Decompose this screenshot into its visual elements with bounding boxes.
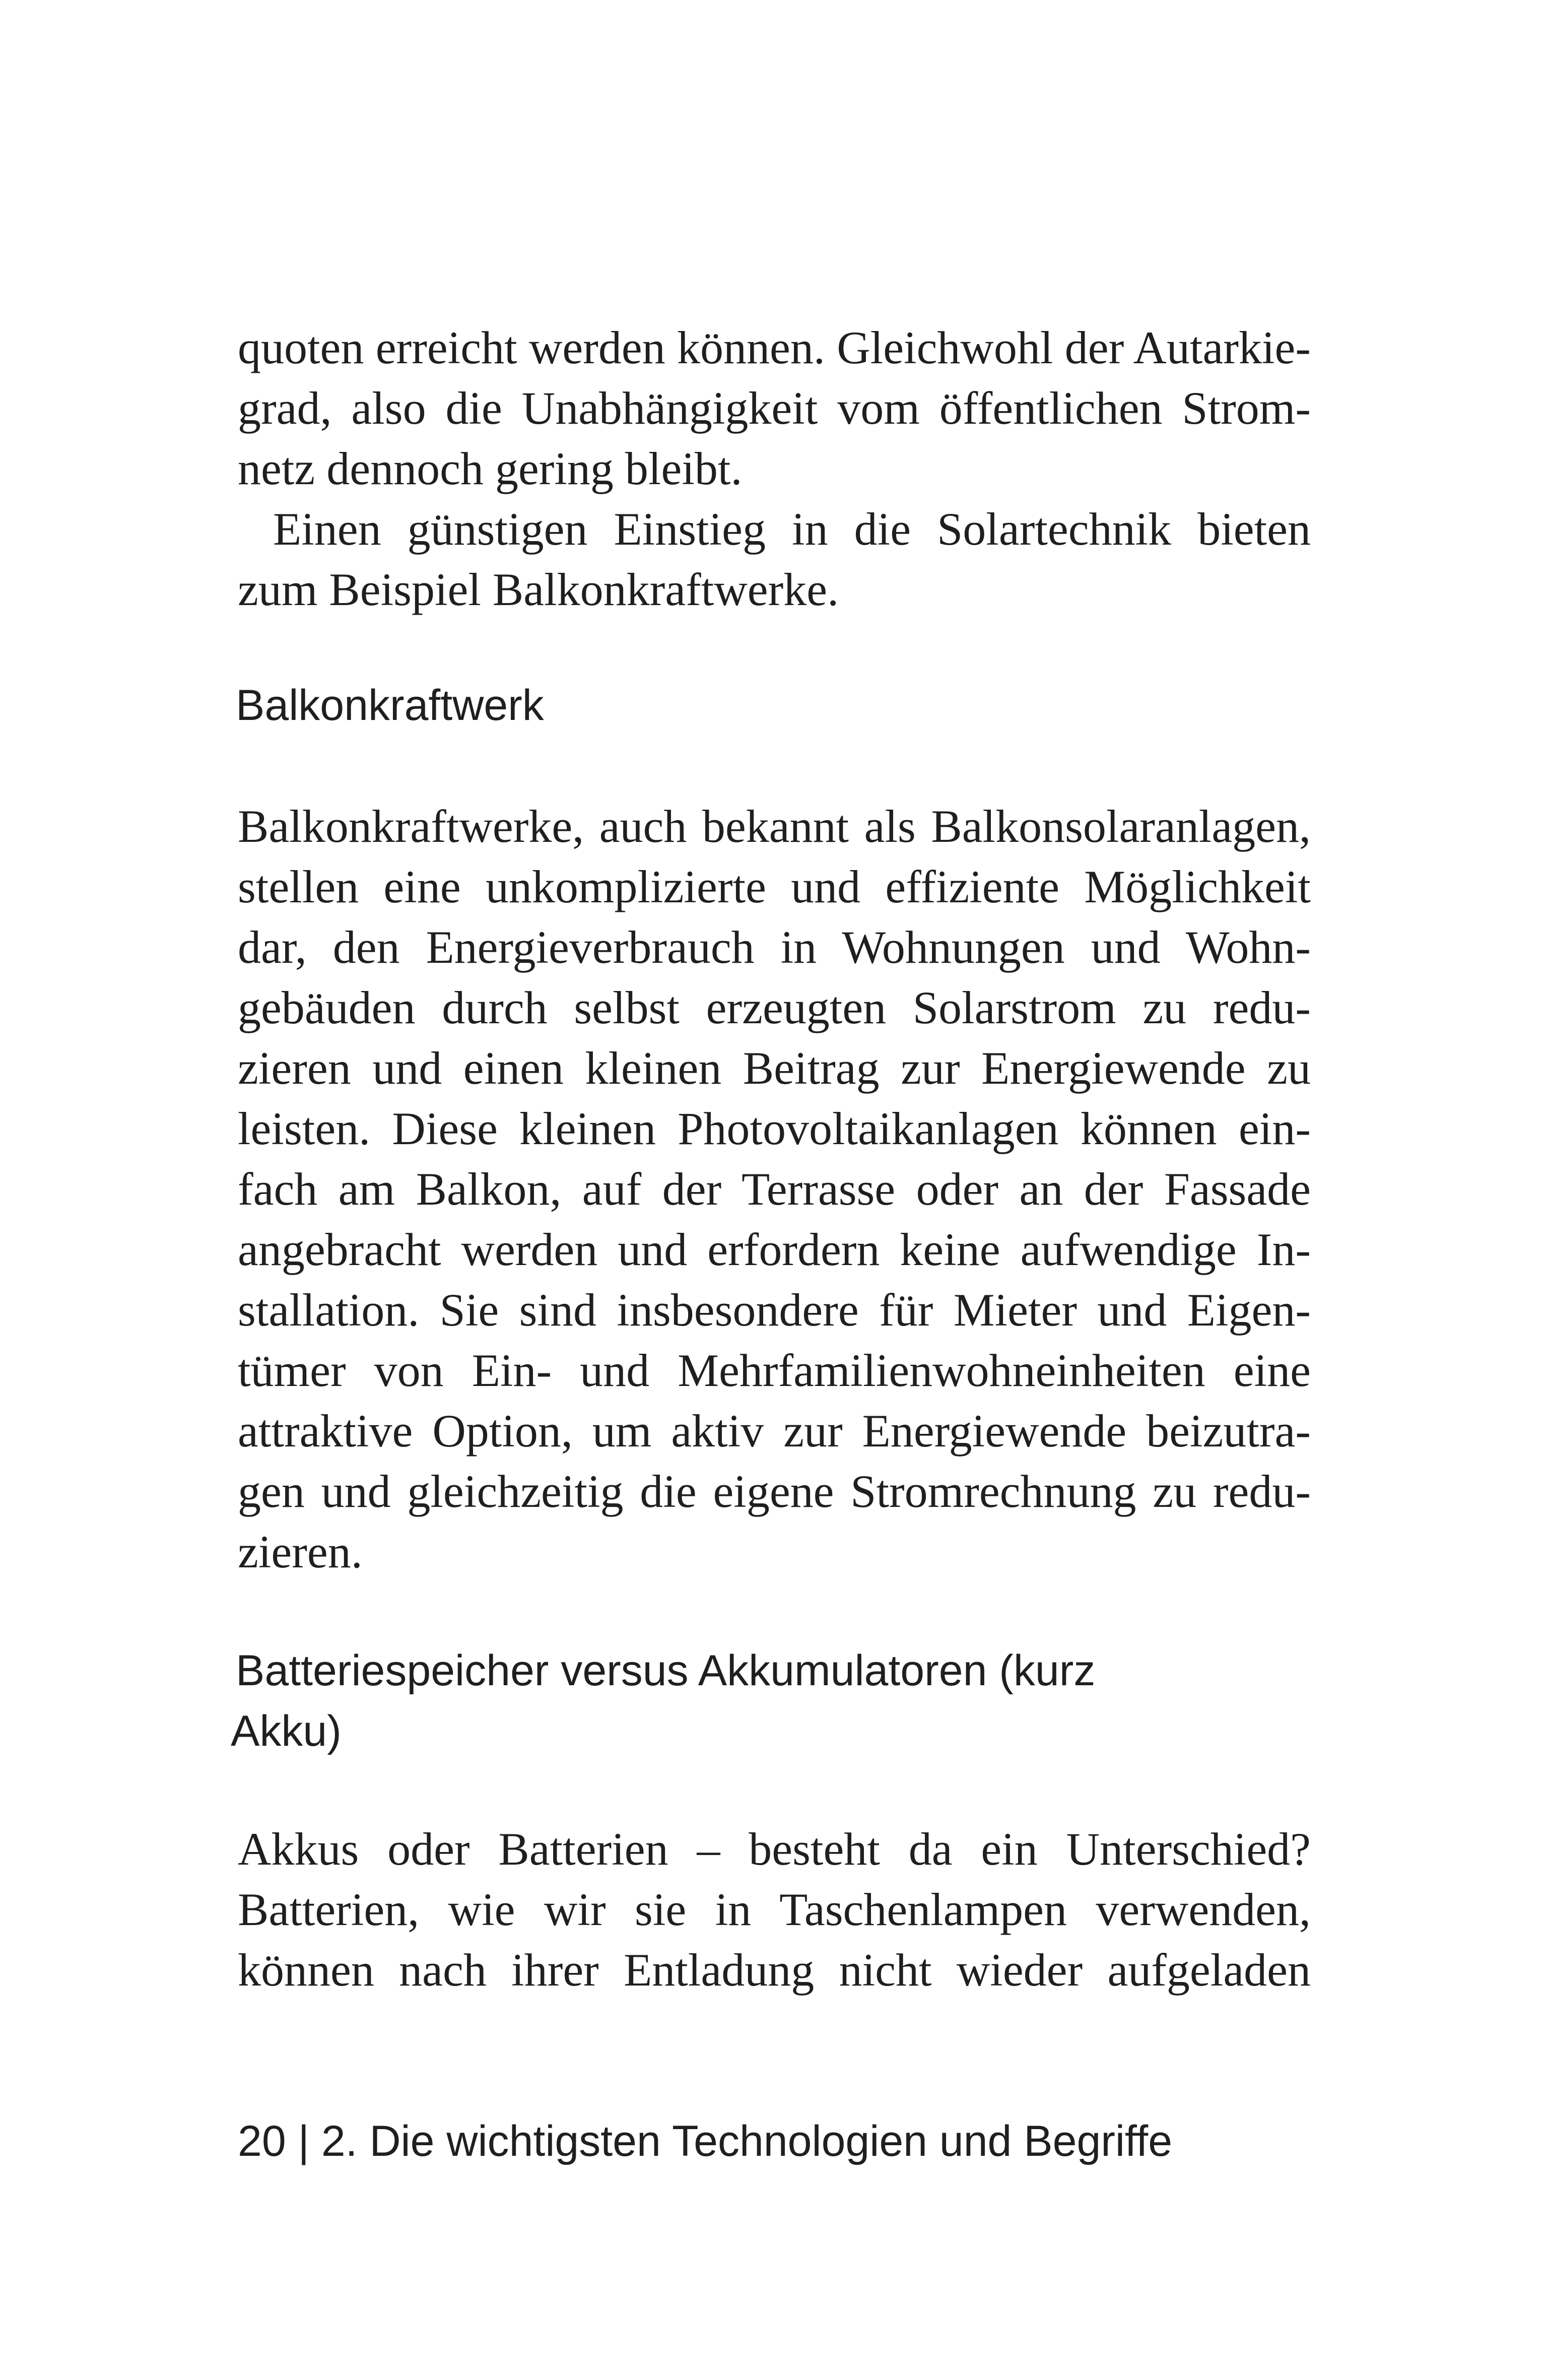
text-line: Balkonkraftwerke, auch bekannt als Balkonsolaranlagen, xyxy=(238,801,1311,852)
chapter-title: 2. Die wichtigsten Technologien und Begriffe xyxy=(321,2117,1173,2165)
text-line: fach am Balkon, auf der Terrasse oder an der Fassade xyxy=(238,1163,1311,1215)
page-footer xyxy=(238,2111,1172,2171)
heading-line: Batteriespeicher versus Akkumulatoren (kurz xyxy=(236,1646,1096,1695)
text-line: gen und gleichzeitig die eigene Stromrechnung zu redu- xyxy=(238,1466,1311,1517)
text-line: leisten. Diese kleinen Photovoltaikanlagen können ein- xyxy=(238,1103,1311,1154)
paragraph-akkus xyxy=(238,1819,1311,2000)
text-line: grad, also die Unabhängigkeit vom öffentlichen Strom- xyxy=(238,382,1311,434)
text-line: attraktive Option, um aktiv zur Energiewende beizutra- xyxy=(238,1405,1311,1457)
footer-separator: | xyxy=(298,2117,309,2165)
text-line: zum Beispiel Balkonkraftwerke. xyxy=(238,564,839,615)
text-line: quoten erreicht werden können. Gleichwohl der Autarkie- xyxy=(238,322,1311,373)
text-line: tümer von Ein- und Mehrfamilienwohneinheiten eine xyxy=(238,1345,1311,1396)
text-line: Akkus oder Batterien – besteht da ein Unterschied? xyxy=(238,1823,1311,1875)
section-heading-balkonkraftwerk: Balkonkraftwerk xyxy=(236,681,544,730)
text-line: Einen günstigen Einstieg in die Solartechnik bieten xyxy=(273,503,1311,555)
paragraph-balkonkraftwerk xyxy=(238,796,1311,1582)
text-line: Batterien, wie wir sie in Taschenlampen verwenden, xyxy=(238,1884,1311,1935)
text-line: stallation. Sie sind insbesondere für Mieter und Eigen- xyxy=(238,1284,1311,1336)
text-line: netz dennoch gering bleibt. xyxy=(238,443,743,494)
text-line: angebracht werden und erfordern keine aufwendige In- xyxy=(238,1224,1311,1275)
text-line: zieren. xyxy=(238,1526,363,1577)
text-line: können nach ihrer Entladung nicht wieder aufgeladen xyxy=(238,1944,1311,1996)
text-line: dar, den Energieverbrauch in Wohnungen und Wohn- xyxy=(238,921,1311,973)
paragraph-continuation xyxy=(238,317,1311,620)
text-line: gebäuden durch selbst erzeugten Solarstrom zu redu- xyxy=(238,982,1311,1033)
text-line: stellen eine unkomplizierte und effiziente Möglichkeit xyxy=(238,861,1311,912)
heading-line: Akku) xyxy=(231,1707,342,1755)
text-line: zieren und einen kleinen Beitrag zur Energiewende zu xyxy=(238,1042,1311,1094)
page-number: 20 xyxy=(238,2117,286,2165)
section-heading-batteriespeicher xyxy=(231,1640,1096,1761)
